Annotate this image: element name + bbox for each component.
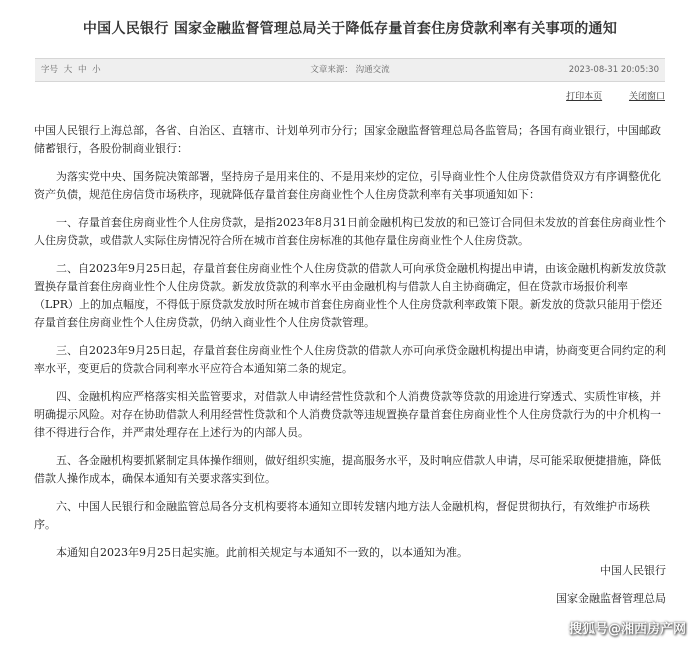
clause-3-paragraph: 三、自2023年9月25日起，存量首套住房商业性个人住房贷款的借款人亦可向承贷金融机构提出申请，协商变更合同约定的利率水平，变更后的贷款合同利率水平应符合本通知第二条的规定。 [34,344,666,375]
clause-1-paragraph: 一、存量首套住房商业性个人住房贷款，是指2023年8月31日前金融机构已发放的和已签订合同但未发放的首套住房商业性个人住房贷款，或借款人实际住房情况符合所在城市首套住房标准的其他存量住房商业性个人住房贷款。 [34,216,666,247]
publish-datetime: 2023-08-31 20:05:30 [568,65,659,75]
clause-4-paragraph: 四、金融机构应严格落实相关监管要求，对借款人申请经营性贷款和个人消费贷款等贷款的用途进行穿透式、实质性审核，并明确提示风险。对存在协助借款人利用经营性贷款和个人消费贷款等违规置换存量首套住房商业性个人住房贷款行为的中介机构一律不得进行合作，并严肃处理存在上述行为的内部人员。 [34,390,661,439]
clause-5-paragraph: 五、各金融机构要抓紧制定具体操作细则，做好组织实施，提高服务水平，及时响应借款人申请，尽可能采取便捷措施，降低借款人操作成本，确保本通知有关要求落实到位。 [34,454,661,485]
article-meta-bar [35,58,665,82]
font-size-large-link[interactable]: 大 [63,65,73,75]
clause-2-paragraph: 二、自2023年9月25日起，存量首套住房商业性个人住房贷款的借款人可向承贷金融机构提出申请，由该金融机构新发放贷款置换存量首套住房商业性个人住房贷款。新发放贷款的利率水平由金融机构与借款人自主协商确定，但在贷款市场报价利率（LPR）上的加点幅度，不得低于原贷款发放时所在城市首套住房商业性个人住房贷款利率政策下限。新发放的贷款只能用于偿还存量首套住房商业性个人住房贷款，仍纳入商业性个人住房贷款管理。 [34,262,666,329]
signature-pboc: 中国人民银行 [600,564,666,577]
page-actions [542,89,665,102]
addressee-paragraph: 中国人民银行上海总部，各省、自治区、直辖市、计划单列市分行；国家金融监督管理总局各监管局；各国有商业银行，中国邮政储蓄银行，各股份制商业银行： [34,124,661,155]
source-watermark: 搜狐号@湘西房产网 [568,622,686,637]
font-size-label: 字号 [41,65,59,75]
effective-date-paragraph: 本通知自2023年9月25日起实施。此前相关规定与本通知不一致的，以本通知为准。 [56,546,468,559]
font-size-small-link[interactable]: 小 [92,65,101,75]
signature-nfra: 国家金融监督管理总局 [556,592,666,605]
font-size-medium-link[interactable]: 中 [77,65,87,75]
page-title: 中国人民银行 国家金融监督管理总局关于降低存量首套住房贷款利率有关事项的通知 [82,21,618,37]
article-source: 文章来源： 沟通交流 [310,65,390,75]
intro-paragraph: 为落实党中央、国务院决策部署，坚持房子是用来住的、不是用来炒的定位，引导商业性个人住房贷款借贷双方有序调整优化资产负债，规范住房信贷市场秩序，现就降低存量首套住房商业性个人住房贷款利率有关事项通知如下： [34,170,661,201]
clause-6-paragraph: 六、中国人民银行和金融监管总局各分支机构要将本通知立即转发辖内地方法人金融机构，督促贯彻执行，有效维护市场秩序。 [34,500,650,531]
print-page-link[interactable]: 打印本页 [566,92,603,102]
article-body [34,122,666,572]
close-window-link[interactable]: 关闭窗口 [628,92,665,102]
